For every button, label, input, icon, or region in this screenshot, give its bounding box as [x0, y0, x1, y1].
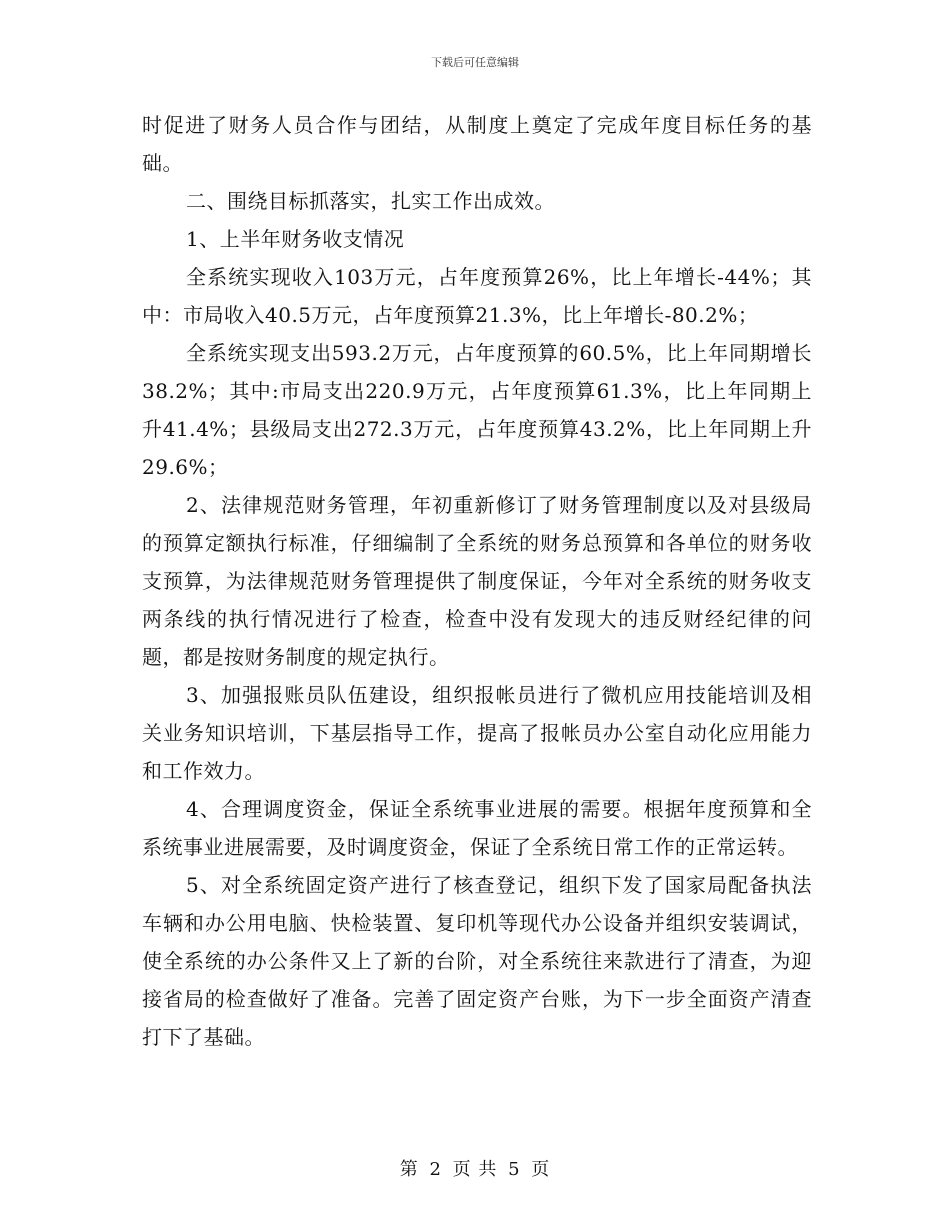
page-label-suffix: 页 — [531, 1159, 551, 1180]
document-body — [142, 106, 812, 1056]
page-number — [0, 1155, 950, 1181]
header-note: 下载后可任意编辑 — [431, 56, 519, 69]
paragraph-item-2: 2、法律规范财务管理，年初重新修订了财务管理制度以及对县级局的预算定额执行标准，仔细编制了全系统的财务总预算和各单位的财务收支预算，为法律规范财务管理提供了制度保证，今年对全系统的财务收支两条线的执行情况进行了检查，检查中没有发现大的违反财经纪律的问题，都是按财务制度的规定执行。 — [142, 493, 812, 669]
page-label-mid: 页 共 — [452, 1159, 498, 1180]
page-current: 2 — [429, 1159, 442, 1180]
paragraph-continuation: 时促进了财务人员合作与团结，从制度上奠定了完成年度目标任务的基础。 — [142, 113, 812, 175]
page-label-prefix: 第 — [399, 1159, 419, 1180]
paragraph-item-4: 4、合理调度资金，保证全系统事业进展的需要。根据年度预算和全系统事业进展需要，及时调度资金，保证了全系统日常工作的正常运转。 — [142, 797, 812, 859]
subsection-heading: 1、上半年财务收支情况 — [186, 227, 405, 251]
section-heading: 二、围绕目标抓落实，扎实工作出成效。 — [186, 189, 555, 213]
paragraph-item-3: 3、加强报账员队伍建设，组织报帐员进行了微机应用技能培训及相关业务知识培训，下基层指导工作，提高了报帐员办公室自动化应用能力和工作效力。 — [142, 683, 812, 783]
paragraph-expenditure: 全系统实现支出593.2万元，占年度预算的60.5%，比上年同期增长38.2%；其中:市局支出220.9万元，占年度预算61.3%，比上年同期上升41.4%；县级局支出272.3万元，占年度预算43.2%，比上年同期上升29.6%； — [142, 341, 812, 479]
page-total: 5 — [508, 1159, 521, 1180]
paragraph-income: 全系统实现收入103万元，占年度预算26%，比上年增长-44%；其中：市局收入40.5万元，占年度预算21.3%，比上年增长-80.2%； — [142, 265, 812, 327]
paragraph-item-5: 5、对全系统固定资产进行了核查登记，组织下发了国家局配备执法车辆和办公用电脑、快检装置、复印机等现代办公设备并组织安装调试，使全系统的办公条件又上了新的台阶，对全系统往来款进行了清查，为迎接省局的检查做好了准备。完善了固定资产台账，为下一步全面资产清查打下了基础。 — [142, 873, 812, 1049]
